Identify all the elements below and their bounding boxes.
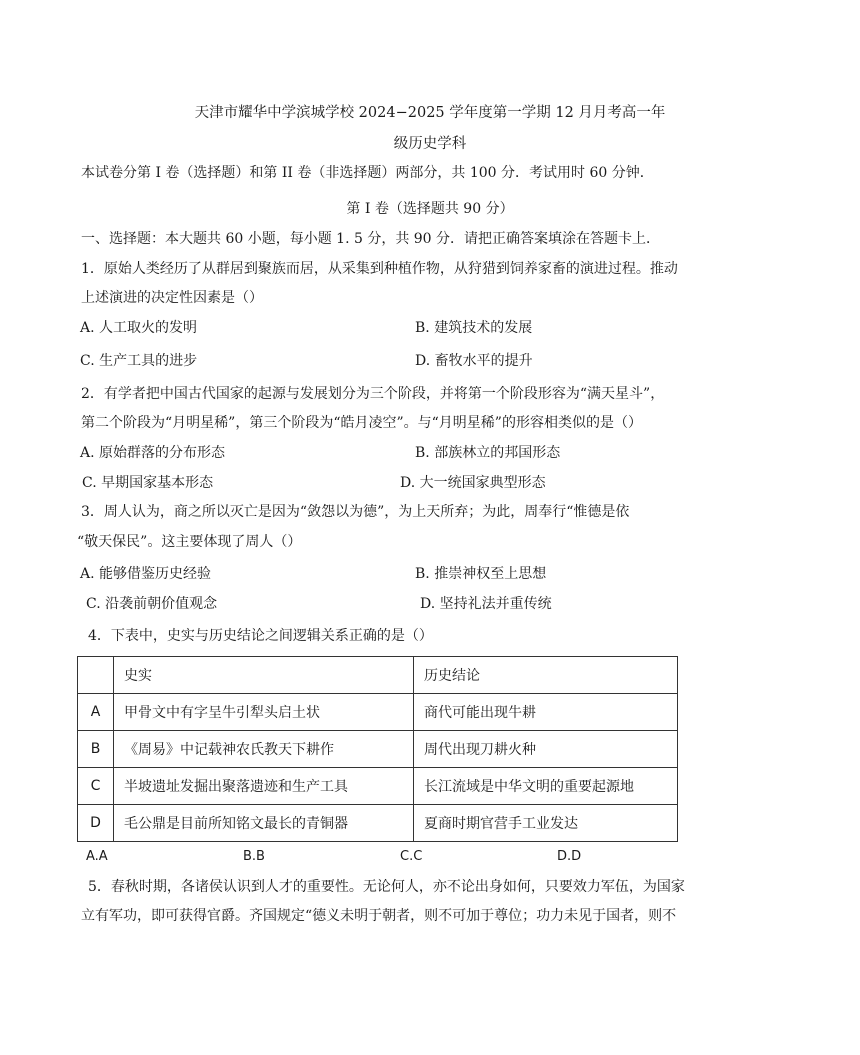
option-c[interactable]: C. 早期国家基本形态 <box>82 475 214 491</box>
table-row <box>78 731 678 768</box>
option-d[interactable]: D. 大一统国家典型形态 <box>400 475 546 491</box>
option-b[interactable]: B.B <box>243 849 265 864</box>
part-instruction: 一、选择题：本大题共 60 小题，每小题 1. 5 分，共 90 分．请把正确答案填涂在答题卡上． <box>81 231 661 247</box>
question-stem: 第二个阶段为“月明星稀”，第三个阶段为“皓月凌空”。与“月明星稀”的形容相类似的是（） <box>81 415 642 431</box>
question-stem: 上述演进的决定性因素是（） <box>81 290 263 306</box>
question-stem: 4．下表中，史实与历史结论之间逻辑关系正确的是（） <box>88 628 433 644</box>
question-stem: 立有军功，即可获得官爵。齐国规定“德义未明于朝者，则不可加于尊位；功力未见于国者，则不 <box>81 908 677 924</box>
comparison-table <box>77 656 678 842</box>
exam-title-line-1: 天津市耀华中学滨城学校 2024−2025 学年度第一学期 12 月月考高一年 <box>194 105 666 121</box>
table-row <box>78 694 678 731</box>
option-c[interactable]: C. 沿袭前朝价值观念 <box>86 596 218 612</box>
table-header-cell <box>78 657 114 694</box>
table-cell: 《周易》中记载神农氏教天下耕作 <box>114 731 414 768</box>
option-c[interactable]: C. 生产工具的进步 <box>80 353 198 369</box>
option-a[interactable]: A. 原始群落的分布形态 <box>80 445 226 461</box>
row-label: D <box>78 805 114 842</box>
table-row <box>78 805 678 842</box>
table-cell: 周代出现刀耕火种 <box>414 731 678 768</box>
table-row <box>78 768 678 805</box>
option-b[interactable]: B. 部族林立的邦国形态 <box>415 445 561 461</box>
row-label: A <box>78 694 114 731</box>
table-cell: 长江流域是中华文明的重要起源地 <box>414 768 678 805</box>
exam-title-line-2: 级历史学科 <box>393 136 467 152</box>
row-label: B <box>78 731 114 768</box>
option-b[interactable]: B. 建筑技术的发展 <box>415 320 533 336</box>
question-stem: 5．春秋时期，各诸侯认识到人才的重要性。无论何人，亦不论出身如何，只要效力军伍，为国家 <box>88 879 685 895</box>
option-c[interactable]: C.C <box>400 849 423 864</box>
option-d[interactable]: D. 畜牧水平的提升 <box>415 353 533 369</box>
option-a[interactable]: A. 能够借鉴历史经验 <box>80 566 212 582</box>
option-d[interactable]: D. 坚持礼法并重传统 <box>420 596 552 612</box>
exam-intro: 本试卷分第 I 卷（选择题）和第 II 卷（非选择题）两部分，共 100 分．考试用时 60 分钟． <box>81 165 654 181</box>
option-a[interactable]: A. 人工取火的发明 <box>80 320 198 336</box>
question-stem: 3．周人认为，商之所以灭亡是因为“敛怨以为德”，为上天所弃；为此，周奉行“惟德是依 <box>81 504 630 520</box>
option-b[interactable]: B. 推崇神权至上思想 <box>415 566 547 582</box>
table-cell: 半坡遗址发掘出聚落遗迹和生产工具 <box>114 768 414 805</box>
table-header-cell: 史实 <box>114 657 414 694</box>
section-title: 第 I 卷（选择题共 90 分） <box>346 201 514 217</box>
table-cell: 毛公鼎是目前所知铭文最长的青铜器 <box>114 805 414 842</box>
table-cell: 甲骨文中有字呈牛引犁头启土状 <box>114 694 414 731</box>
question-stem: “敬天保民”。这主要体现了周人（） <box>77 534 302 550</box>
table-cell: 夏商时期官营手工业发达 <box>414 805 678 842</box>
table-cell: 商代可能出现牛耕 <box>414 694 678 731</box>
table-header-cell: 历史结论 <box>414 657 678 694</box>
question-stem: 2．有学者把中国古代国家的起源与发展划分为三个阶段，并将第一个阶段形容为“满天星斗”， <box>81 386 665 402</box>
option-d[interactable]: D.D <box>557 849 582 864</box>
question-stem: 1．原始人类经历了从群居到聚族而居，从采集到种植作物，从狩猎到饲养家畜的演进过程。推动 <box>81 261 678 277</box>
row-label: C <box>78 768 114 805</box>
table-header-row <box>78 657 678 694</box>
option-a[interactable]: A.A <box>86 849 108 864</box>
